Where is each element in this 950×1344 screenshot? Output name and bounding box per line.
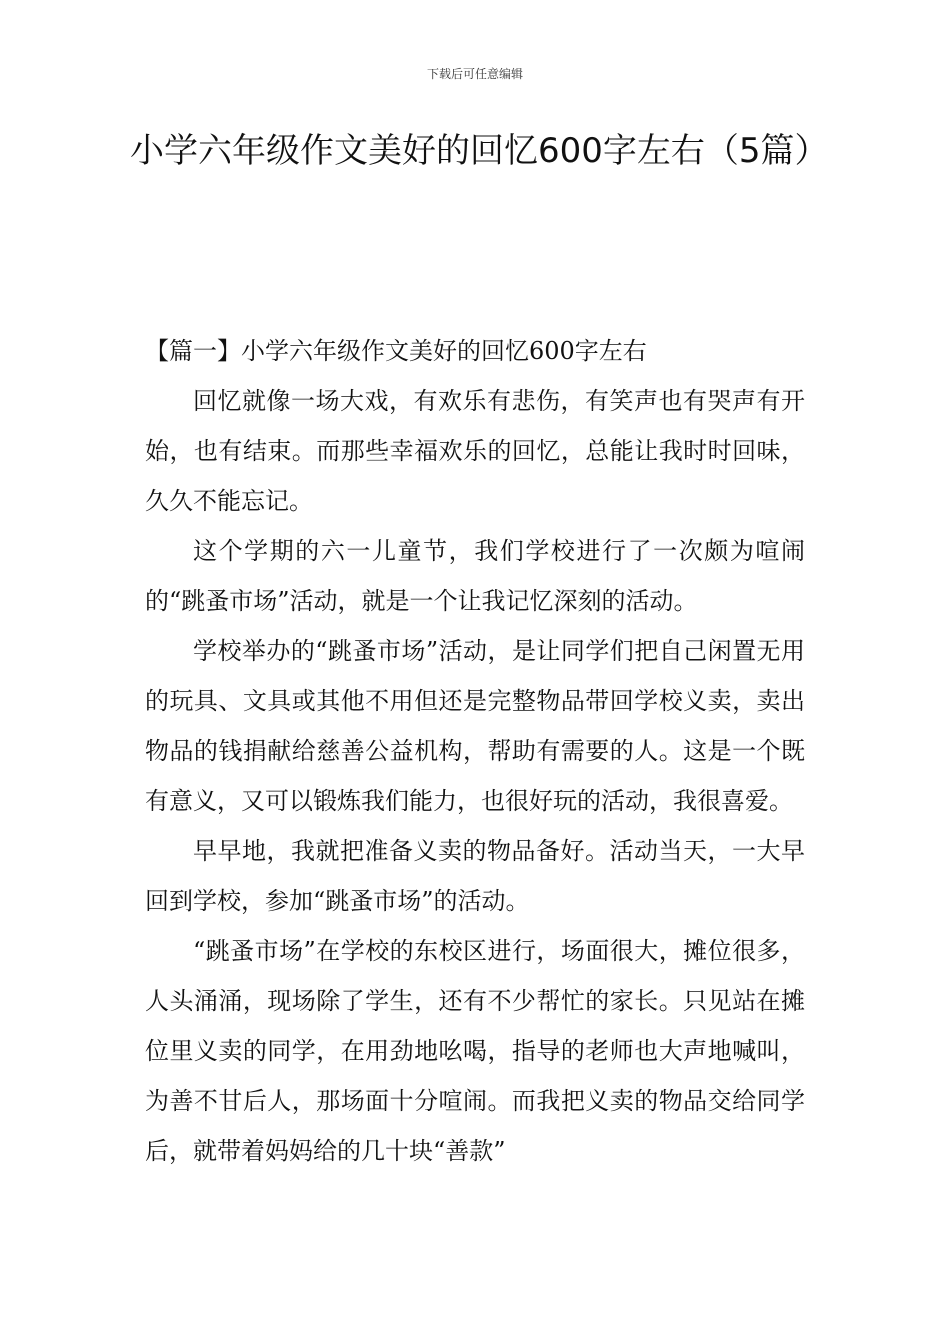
document-title: 小学六年级作文美好的回忆600字左右（5篇）	[130, 131, 829, 171]
paragraph-4: 早早地，我就把准备义卖的物品备好。活动当天，一大早回到学校，参加“跳蚤市场”的活动。	[145, 837, 805, 915]
paragraph-5: “跳蚤市场”在学校的东校区进行，场面很大，摊位很多，人头涌涌，现场除了学生，还有不少帮忙的家长。只见站在摊位里义卖的同学，在用劲地吆喝，指导的老师也大声地喊叫，为善不甘后人，那场面十分喧闹。而我把义卖的物品交给同学后，就带着妈妈给的几十块“善款”	[145, 937, 805, 1165]
paragraph-1: 回忆就像一场大戏，有欢乐有悲伤，有笑声也有哭声有开始，也有结束。而那些幸福欢乐的回忆，总能让我时时回味，久久不能忘记。	[145, 387, 805, 515]
section-heading: 【篇一】小学六年级作文美好的回忆600字左右	[145, 337, 647, 365]
paragraph-3: 学校举办的“跳蚤市场”活动，是让同学们把自己闲置无用的玩具、文具或其他不用但还是完整物品带回学校义卖，卖出物品的钱捐献给慈善公益机构，帮助有需要的人。这是一个既有意义，又可以锻炼我们能力，也很好玩的活动，我很喜爱。	[145, 637, 805, 815]
header-note: 下载后可任意编辑	[426, 67, 523, 81]
paragraph-2: 这个学期的六一儿童节，我们学校进行了一次颇为喧闹的“跳蚤市场”活动，就是一个让我记忆深刻的活动。	[145, 537, 805, 615]
document-body	[145, 326, 805, 1176]
